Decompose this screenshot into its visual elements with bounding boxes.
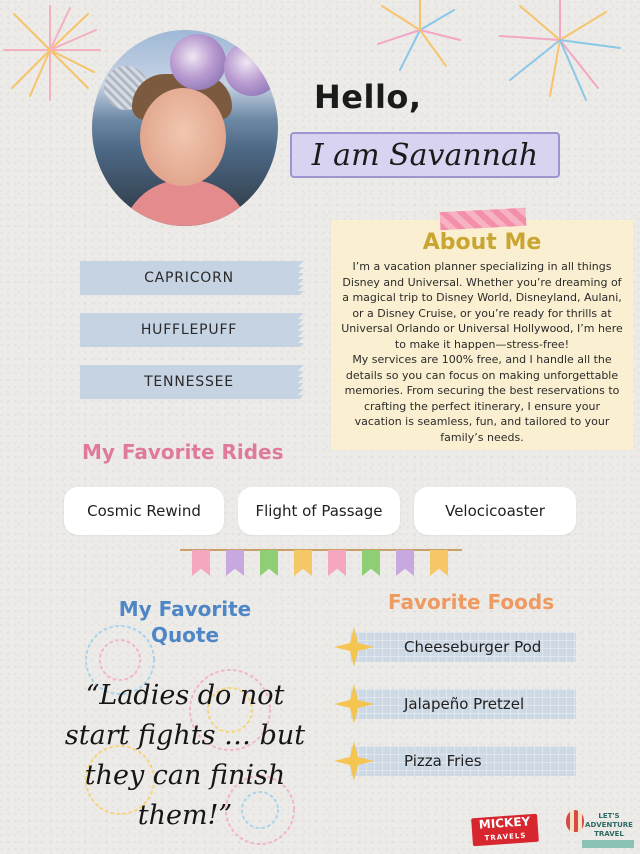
bunting-flag <box>192 550 210 576</box>
ride-chip-1: Cosmic Rewind <box>64 487 224 535</box>
photo-ear-hat-right <box>224 40 278 96</box>
about-me-paragraph-1: I’m a vacation planner specializing in all things Disney and Universal. Whether you’re dreaming of a magical trip to Disney World, Disneyland, Aulani, or a Disney Cruise, or you’re ready for thrills at Universal Orlando or Universal Hollywood, I’m here to make it happen—stress-free! <box>341 260 623 351</box>
photo-ear-hat-left <box>170 34 226 90</box>
food-item-1: Cheeseburger Pod <box>404 638 542 656</box>
food-item-2: Jalapeño Pretzel <box>404 695 525 713</box>
food-item-3: Pizza Fries <box>404 752 482 770</box>
bunting-flag <box>396 550 414 576</box>
adventure-logo-line-1: LET'S <box>598 812 620 820</box>
favorite-quote-text: “Ladies do not start fights … but they can finish them!” <box>64 680 306 831</box>
bunting-flag <box>328 550 346 576</box>
tag-house: HUFFLEPUFF <box>80 313 298 347</box>
name-banner <box>290 132 560 178</box>
ride-chip-2: Flight of Passage <box>238 487 400 535</box>
about-me-paragraph-2: My services are 100% free, and I handle all the details so you can focus on making unforgettable memories. From securing the best reservations to crafting the perfect itinerary, I ensure your vacation is seamless, fun, and tailored to your family’s needs. <box>344 353 620 444</box>
mickey-logo-wordmark: MICKEY <box>478 814 531 832</box>
tag-zodiac: CAPRICORN <box>80 261 298 295</box>
photo-face-shape <box>140 88 226 186</box>
name-text: I am Savannah <box>311 137 539 173</box>
about-me-title: About Me <box>422 230 542 255</box>
bunting-string <box>180 549 462 551</box>
about-me-card <box>331 220 633 450</box>
bunting-flag <box>294 550 312 576</box>
foods-section-title: Favorite Foods <box>388 590 555 614</box>
adventure-logo-text <box>584 812 634 839</box>
tag-home-state: TENNESSEE <box>80 365 298 399</box>
bunting-flag <box>362 550 380 576</box>
adventure-logo-line-3: TRAVEL <box>594 830 624 838</box>
mickey-logo-subtitle: TRAVELS <box>484 831 527 843</box>
rides-section-title: My Favorite Rides <box>82 440 284 464</box>
profile-photo <box>92 30 278 226</box>
lets-adventure-travel-logo <box>564 808 634 848</box>
bunting-flag <box>260 550 278 576</box>
photo-shoulders-shape <box>122 180 250 226</box>
bunting-flag <box>430 550 448 576</box>
quote-section-title: My Favorite Quote <box>118 597 252 647</box>
bunting-flag <box>226 550 244 576</box>
ride-chip-3: Velocicoaster <box>414 487 576 535</box>
greeting-heading: Hello, <box>314 78 422 116</box>
mickey-travels-logo <box>471 814 539 847</box>
adventure-logo-line-2: ADVENTURE <box>585 821 633 829</box>
adventure-logo-stripe <box>582 840 634 848</box>
hot-air-balloon-icon <box>566 810 584 832</box>
